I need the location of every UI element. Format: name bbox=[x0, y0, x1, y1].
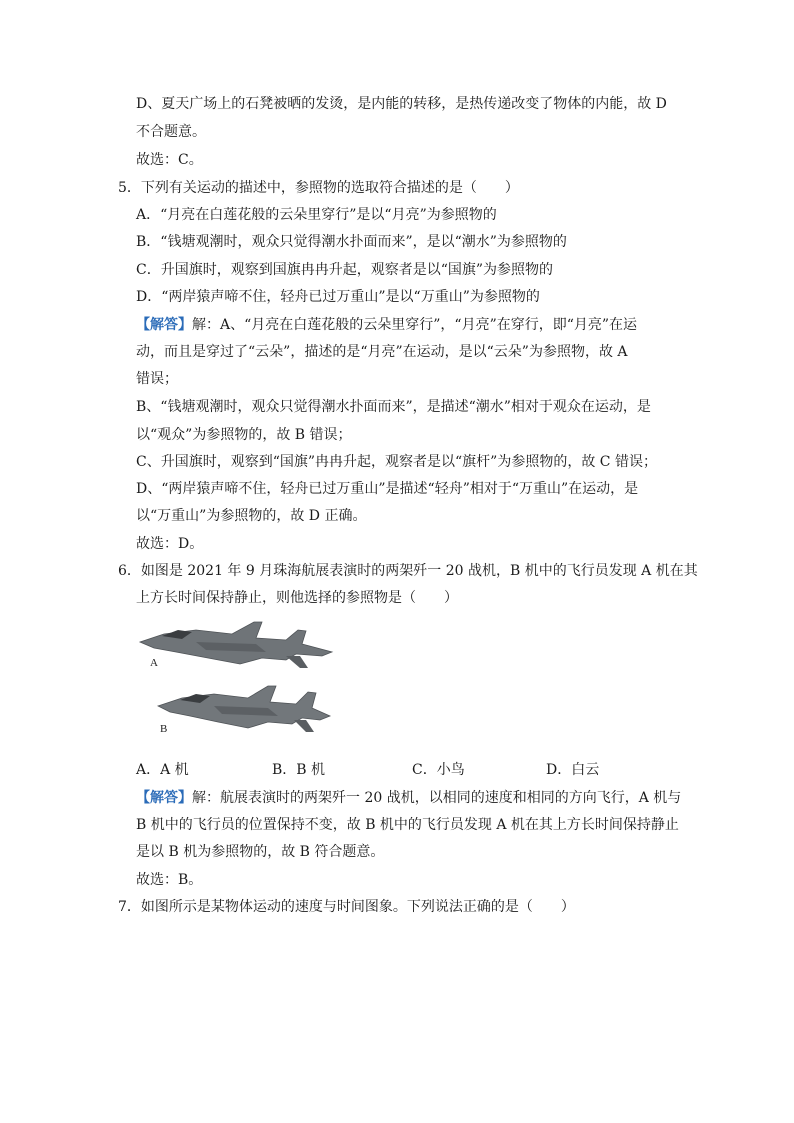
jet-a-label: A bbox=[150, 657, 158, 669]
q5-solution-text1: 解：A、“月亮在白莲花般的云朵里穿行”，“月亮”在穿行，即“月亮”在运 bbox=[192, 317, 638, 333]
q6-answer: 故选：B。 bbox=[136, 872, 203, 888]
q5-option-b: B．“钱塘观潮时，观众只觉得潮水扑面而来”，是以“潮水”为参照物的 bbox=[136, 234, 567, 250]
q5-solution-line5: 以“观众”为参照物的，故 B 错误； bbox=[136, 427, 352, 443]
q5-solution-line7: D、“两岸猿声啼不住，轻舟已过万重山”是描述“轻舟”相对于“万重山”在运动，是 bbox=[136, 481, 639, 497]
jet-a-image bbox=[140, 622, 332, 668]
jet-b-label: B bbox=[160, 723, 168, 735]
q6-option-a: A．A 机 bbox=[136, 762, 189, 778]
jet-b-image bbox=[158, 686, 330, 732]
q6-stem-line1: 6．如图是 2021 年 9 月珠海航展表演时的两架歼一 20 战机，B 机中的飞行员发现 A 机在其 bbox=[118, 563, 698, 579]
q5-answer: 故选：D。 bbox=[136, 536, 204, 552]
prev-option-d-line1: D、夏天广场上的石凳被晒的发烫，是内能的转移，是热传递改变了物体的内能，故 D bbox=[136, 96, 667, 112]
q5-solution-line3: 错误； bbox=[136, 371, 178, 387]
q5-solution-tag: 【解答】 bbox=[136, 317, 192, 333]
q7-stem: 7．如图所示是某物体运动的速度与时间图象。下列说法正确的是（ ） bbox=[118, 899, 575, 915]
q6-stem-line2: 上方长时间保持静止，则他选择的参照物是（ ） bbox=[136, 590, 458, 606]
q6-option-c: C．小鸟 bbox=[412, 762, 465, 778]
j20-jets-figure bbox=[136, 612, 336, 747]
jets-illustration bbox=[136, 612, 336, 747]
q5-solution-line6: C、升国旗时，观察到“国旗”冉冉升起，观察者是以“旗杆”为参照物的，故 C 错误； bbox=[136, 454, 657, 470]
q6-solution-line1 bbox=[136, 789, 681, 807]
q5-solution-line2: 动，而且是穿过了“云朵”，描述的是“月亮”在运动，是以“云朵”为参照物，故 A bbox=[136, 344, 628, 360]
q5-solution-line1 bbox=[136, 316, 637, 334]
q6-option-d: D．白云 bbox=[546, 762, 600, 778]
q5-solution-line8: 以“万重山”为参照物的，故 D 正确。 bbox=[136, 508, 367, 524]
q5-option-a: A．“月亮在白莲花般的云朵里穿行”是以“月亮”为参照物的 bbox=[136, 207, 497, 223]
prev-answer: 故选：C。 bbox=[136, 152, 203, 168]
q5-option-c: C．升国旗时，观察到国旗冉冉升起，观察者是以“国旗”为参照物的 bbox=[136, 262, 554, 278]
q6-solution-tag: 【解答】 bbox=[136, 790, 192, 806]
q6-solution-text1: 解：航展表演时的两架歼一 20 战机，以相同的速度和相同的方向飞行，A 机与 bbox=[192, 790, 682, 806]
prev-option-d-line2: 不合题意。 bbox=[136, 124, 206, 140]
q6-solution-line3: 是以 B 机为参照物的，故 B 符合题意。 bbox=[136, 844, 385, 860]
q5-option-d: D．“两岸猿声啼不住，轻舟已过万重山”是以“万重山”为参照物的 bbox=[136, 289, 540, 305]
q5-stem: 5．下列有关运动的描述中，参照物的选取符合描述的是（ ） bbox=[118, 180, 519, 196]
q6-solution-line2: B 机中的飞行员的位置保持不变，故 B 机中的飞行员发现 A 机在其上方长时间保持静止 bbox=[136, 817, 679, 833]
q5-solution-line4: B、“钱塘观潮时，观众只觉得潮水扑面而来”，是描述“潮水”相对于观众在运动，是 bbox=[136, 399, 651, 415]
q6-option-b: B．B 机 bbox=[272, 762, 326, 778]
